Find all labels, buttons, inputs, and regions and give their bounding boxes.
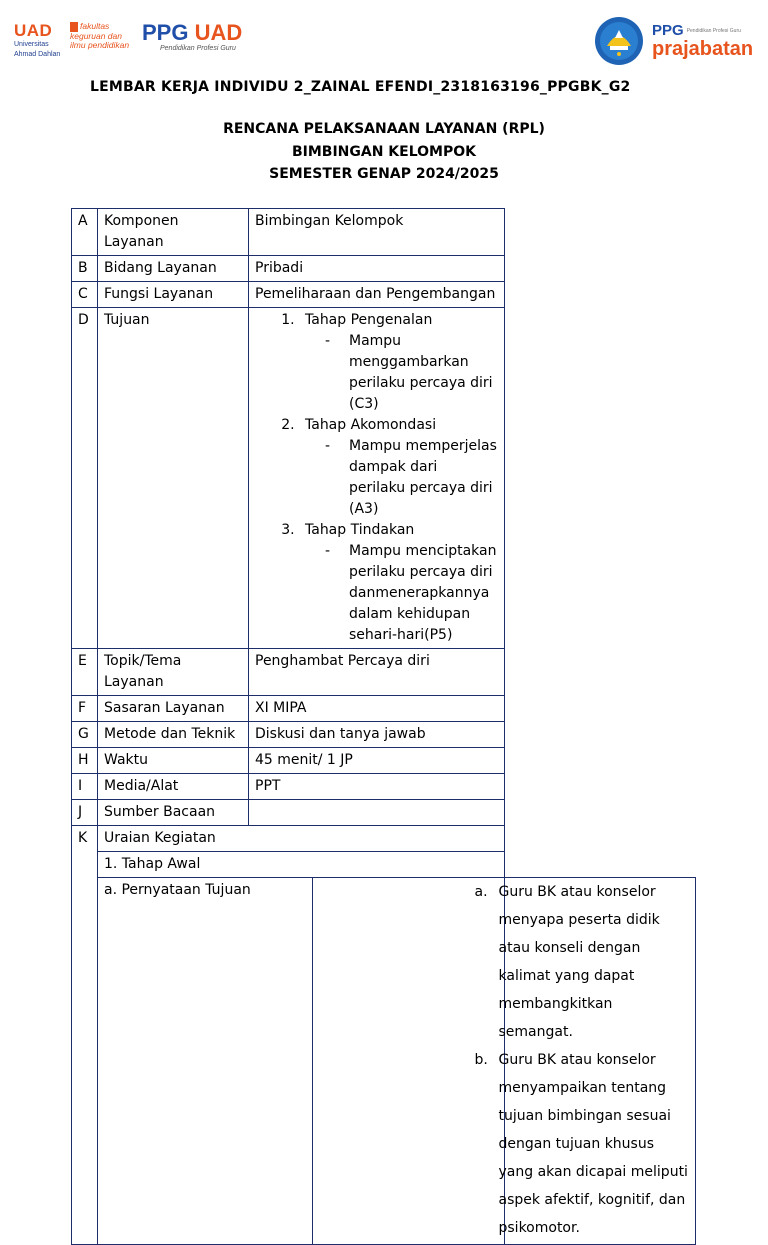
ppg-uad-ppg: PPG <box>142 20 189 45</box>
activity-item: b. Guru BK atau konselor menyampaikan tentang tujuan bimbingan sesuai dengan tujuan khusus yang akan dicapai meliputi aspek afektif, kognitif, dan psikomotor. <box>474 1052 688 1236</box>
row-label: Sasaran Layanan <box>98 696 249 722</box>
heading-bimbingan: BIMBINGAN KELOMPOK <box>291 144 476 160</box>
document-title: LEMBAR KERJA INDIVIDU 2_ZAINAL EFENDI_2318163196_PPGBK_G2 <box>90 79 631 95</box>
row-letter: D <box>72 308 98 649</box>
row-letter: F <box>72 696 98 722</box>
ppg-uad-logo <box>142 22 242 52</box>
table-row <box>72 774 696 800</box>
activities-list <box>447 878 690 1242</box>
row-label: Tujuan <box>98 308 249 649</box>
table-row <box>72 748 696 774</box>
stage-title: 1. Tahap Awal <box>98 852 505 878</box>
fkip-line1: fakultas <box>80 21 110 31</box>
table-row <box>72 852 696 878</box>
row-letter: G <box>72 722 98 748</box>
row-label: Topik/Tema Layanan <box>98 649 249 696</box>
row-label: Metode dan Teknik <box>98 722 249 748</box>
tujuan-detail: - Mampu menciptakan perilaku percaya diri danmenerapkannya dalam kehidupan sehari-hari(P5) <box>325 541 498 646</box>
table-row <box>72 308 696 649</box>
table-row <box>72 282 696 308</box>
table-row <box>72 649 696 696</box>
table-row <box>72 800 696 826</box>
tujuan-detail: - Mampu memperjelas dampak dari perilaku percaya diri (A3) <box>325 436 498 520</box>
row-letter: I <box>72 774 98 800</box>
sub-label: a. Pernyataan Tujuan <box>98 878 313 1245</box>
uad-mark: UAD <box>14 21 53 40</box>
row-label: Media/Alat <box>98 774 249 800</box>
tujuan-stage: 2. Tahap Akomondasi - Mampu memperjelas dampak dari perilaku percaya diri (A3) <box>299 415 498 520</box>
table-row <box>72 722 696 748</box>
table-row <box>72 256 696 282</box>
rpl-table <box>71 208 696 1245</box>
ppg-prajabatan-logo <box>594 16 753 66</box>
row-value: Pemeliharaan dan Pengembangan <box>249 282 505 308</box>
row-value: Bimbingan Kelompok <box>249 209 505 256</box>
row-value: XI MIPA <box>249 696 505 722</box>
row-letter: B <box>72 256 98 282</box>
row-label: Sumber Bacaan <box>98 800 249 826</box>
row-letter: C <box>72 282 98 308</box>
uad-line2: Ahmad Dahlan <box>14 50 61 58</box>
row-letter: K <box>72 826 98 1245</box>
heading-semester: SEMESTER GENAP 2024/2025 <box>269 166 499 182</box>
row-value: 45 menit/ 1 JP <box>249 748 505 774</box>
uad-line1: Universitas <box>14 41 49 48</box>
tujuan-stage: 1. Tahap Pengenalan - Mampu menggambarkan perilaku percaya diri (C3) <box>299 310 498 415</box>
fkip-line3: ilmu pendidikan <box>70 39 130 50</box>
row-value: Pribadi <box>249 256 505 282</box>
row-label: Bidang Layanan <box>98 256 249 282</box>
row-value: Diskusi dan tanya jawab <box>249 722 505 748</box>
ppg-right-small: Pendidikan Profesi Guru <box>686 28 741 35</box>
institution-logos <box>14 22 242 60</box>
fkip-logo <box>70 22 136 49</box>
heading-rpl: RENCANA PELAKSANAAN LAYANAN (RPL) <box>223 121 545 137</box>
row-letter: A <box>72 209 98 256</box>
activity-item: a. Guru BK atau konselor menyapa peserta didik atau konseli dengan kalimat yang dapat membangkitkan semangat. <box>474 884 660 1040</box>
tujuan-cell <box>249 308 505 649</box>
ppg-uad-uad: UAD <box>194 20 243 45</box>
row-label: Fungsi Layanan <box>98 282 249 308</box>
row-letter: E <box>72 649 98 696</box>
row-value <box>249 800 505 826</box>
fkip-line2: keguruan dan <box>70 31 122 41</box>
table-row <box>72 826 696 852</box>
row-value: PPT <box>249 774 505 800</box>
row-label: Uraian Kegiatan <box>98 826 505 852</box>
row-letter: H <box>72 748 98 774</box>
row-label: Waktu <box>98 748 249 774</box>
tut-wuri-emblem-icon <box>594 16 644 66</box>
row-letter: J <box>72 800 98 826</box>
ppg-uad-sub: Pendidikan Profesi Guru <box>160 45 236 52</box>
uad-logo <box>14 22 60 58</box>
table-row <box>72 878 696 1245</box>
tujuan-stage: 3. Tahap Tindakan - Mampu menciptakan perilaku percaya diri danmenerapkannya dalam kehidupan sehari-hari(P5) <box>299 520 498 646</box>
row-value: Penghambat Percaya diri <box>249 649 505 696</box>
table-row <box>72 696 696 722</box>
prajabatan-text: prajabatan <box>652 38 754 61</box>
tujuan-detail: - Mampu menggambarkan perilaku percaya diri (C3) <box>325 331 498 415</box>
table-row <box>72 209 696 256</box>
tujuan-list <box>255 310 498 646</box>
row-label: Komponen Layanan <box>98 209 249 256</box>
activities-cell <box>474 878 696 1245</box>
ppg-right-ppg: PPG <box>652 21 684 39</box>
